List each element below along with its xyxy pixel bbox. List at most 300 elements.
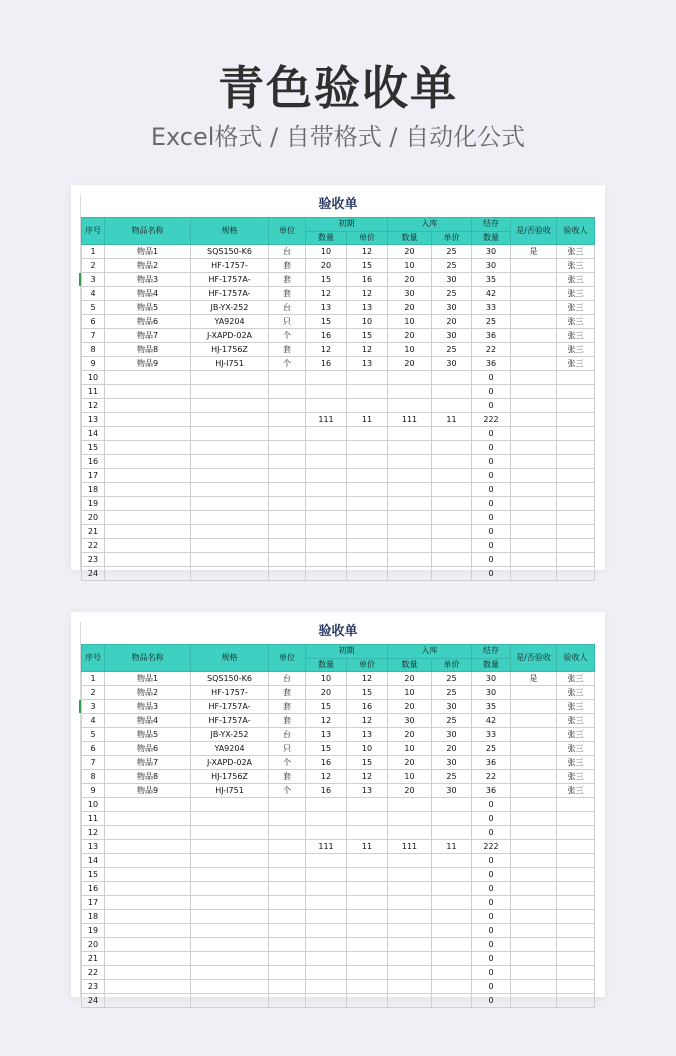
table-cell[interactable]: 19: [82, 497, 105, 511]
table-cell[interactable]: [511, 966, 557, 980]
table-cell[interactable]: HF-1757A-: [191, 273, 269, 287]
table-cell[interactable]: [388, 371, 432, 385]
table-cell[interactable]: 0: [472, 539, 511, 553]
table-cell[interactable]: 111: [306, 413, 347, 427]
table-cell[interactable]: [347, 868, 388, 882]
table-cell[interactable]: [511, 427, 557, 441]
table-cell[interactable]: [306, 910, 347, 924]
table-cell[interactable]: [557, 896, 595, 910]
table-cell[interactable]: [511, 259, 557, 273]
table-cell[interactable]: [306, 882, 347, 896]
table-cell[interactable]: SQS150-K6: [191, 245, 269, 259]
table-cell[interactable]: [306, 798, 347, 812]
table-cell[interactable]: 0: [472, 980, 511, 994]
table-cell[interactable]: [191, 539, 269, 553]
table-cell[interactable]: 张三: [557, 315, 595, 329]
table-cell[interactable]: [191, 553, 269, 567]
table-cell[interactable]: 12: [347, 714, 388, 728]
table-cell[interactable]: HJ-1756Z: [191, 770, 269, 784]
table-cell[interactable]: [557, 455, 595, 469]
table-cell[interactable]: [557, 882, 595, 896]
table-cell[interactable]: [347, 371, 388, 385]
table-cell[interactable]: [191, 413, 269, 427]
table-cell[interactable]: [511, 924, 557, 938]
table-cell[interactable]: [388, 854, 432, 868]
table-cell[interactable]: [388, 441, 432, 455]
table-cell[interactable]: 25: [432, 714, 472, 728]
table-cell[interactable]: [557, 385, 595, 399]
table-cell[interactable]: [347, 896, 388, 910]
table-cell[interactable]: [105, 868, 191, 882]
table-cell[interactable]: 11: [347, 413, 388, 427]
table-cell[interactable]: [191, 924, 269, 938]
table-cell[interactable]: [511, 728, 557, 742]
table-cell[interactable]: 30: [432, 273, 472, 287]
table-cell[interactable]: [347, 798, 388, 812]
table-cell[interactable]: 7: [82, 756, 105, 770]
table-cell[interactable]: [557, 980, 595, 994]
table-cell[interactable]: 0: [472, 952, 511, 966]
table-cell[interactable]: [191, 966, 269, 980]
table-cell[interactable]: 12: [347, 672, 388, 686]
table-cell[interactable]: 35: [472, 273, 511, 287]
table-cell[interactable]: 18: [82, 483, 105, 497]
table-cell[interactable]: [432, 483, 472, 497]
table-cell[interactable]: [347, 511, 388, 525]
table-cell[interactable]: [191, 896, 269, 910]
table-cell[interactable]: 个: [269, 357, 306, 371]
table-cell[interactable]: 0: [472, 812, 511, 826]
table-cell[interactable]: [511, 812, 557, 826]
table-cell[interactable]: 物品2: [105, 259, 191, 273]
table-cell[interactable]: [557, 798, 595, 812]
table-cell[interactable]: [557, 966, 595, 980]
table-cell[interactable]: 36: [472, 784, 511, 798]
table-cell[interactable]: [347, 812, 388, 826]
table-cell[interactable]: 台: [269, 245, 306, 259]
table-cell[interactable]: 2: [82, 259, 105, 273]
table-cell[interactable]: [105, 896, 191, 910]
table-cell[interactable]: 13: [347, 301, 388, 315]
table-cell[interactable]: 套: [269, 770, 306, 784]
table-cell[interactable]: [105, 483, 191, 497]
table-cell[interactable]: 111: [306, 840, 347, 854]
table-cell[interactable]: [511, 686, 557, 700]
table-cell[interactable]: [511, 371, 557, 385]
table-cell[interactable]: 0: [472, 826, 511, 840]
table-cell[interactable]: 套: [269, 287, 306, 301]
table-cell[interactable]: 物品5: [105, 728, 191, 742]
table-cell[interactable]: 10: [347, 315, 388, 329]
table-cell[interactable]: 0: [472, 910, 511, 924]
table-cell[interactable]: [306, 469, 347, 483]
table-cell[interactable]: JB-YX-252: [191, 728, 269, 742]
table-cell[interactable]: 物品4: [105, 714, 191, 728]
table-cell[interactable]: [388, 483, 432, 497]
table-cell[interactable]: [511, 952, 557, 966]
table-cell[interactable]: [388, 812, 432, 826]
table-cell[interactable]: [388, 469, 432, 483]
table-cell[interactable]: [511, 784, 557, 798]
table-cell[interactable]: [105, 882, 191, 896]
table-cell[interactable]: [191, 497, 269, 511]
table-cell[interactable]: [388, 427, 432, 441]
table-cell[interactable]: [511, 910, 557, 924]
table-cell[interactable]: 套: [269, 700, 306, 714]
table-cell[interactable]: [511, 567, 557, 581]
table-cell[interactable]: [432, 455, 472, 469]
table-cell[interactable]: [432, 812, 472, 826]
table-cell[interactable]: [511, 455, 557, 469]
table-cell[interactable]: 20: [306, 259, 347, 273]
table-cell[interactable]: 111: [388, 840, 432, 854]
table-cell[interactable]: 13: [347, 728, 388, 742]
table-cell[interactable]: 0: [472, 966, 511, 980]
table-cell[interactable]: [347, 497, 388, 511]
table-cell[interactable]: [511, 994, 557, 1008]
table-cell[interactable]: 12: [347, 287, 388, 301]
table-cell[interactable]: [388, 553, 432, 567]
table-cell[interactable]: 套: [269, 686, 306, 700]
table-cell[interactable]: [432, 539, 472, 553]
table-cell[interactable]: [269, 798, 306, 812]
table-cell[interactable]: 14: [82, 854, 105, 868]
table-cell[interactable]: 30: [432, 756, 472, 770]
table-cell[interactable]: 36: [472, 756, 511, 770]
table-cell[interactable]: YA9204: [191, 742, 269, 756]
table-cell[interactable]: [511, 700, 557, 714]
table-cell[interactable]: [105, 924, 191, 938]
table-cell[interactable]: 23: [82, 553, 105, 567]
table-cell[interactable]: 是: [511, 672, 557, 686]
table-cell[interactable]: [347, 924, 388, 938]
table-cell[interactable]: [388, 980, 432, 994]
table-cell[interactable]: [105, 952, 191, 966]
table-cell[interactable]: [511, 770, 557, 784]
table-cell[interactable]: 0: [472, 896, 511, 910]
table-cell[interactable]: [388, 539, 432, 553]
table-cell[interactable]: [306, 399, 347, 413]
table-cell[interactable]: [191, 399, 269, 413]
table-cell[interactable]: [388, 966, 432, 980]
table-cell[interactable]: 张三: [557, 756, 595, 770]
table-cell[interactable]: [347, 455, 388, 469]
table-cell[interactable]: 15: [347, 686, 388, 700]
table-cell[interactable]: [191, 385, 269, 399]
table-cell[interactable]: [269, 924, 306, 938]
table-cell[interactable]: 物品9: [105, 357, 191, 371]
table-cell[interactable]: 0: [472, 399, 511, 413]
table-cell[interactable]: [432, 385, 472, 399]
table-cell[interactable]: [557, 910, 595, 924]
table-cell[interactable]: 物品6: [105, 315, 191, 329]
table-cell[interactable]: [105, 854, 191, 868]
table-cell[interactable]: [432, 371, 472, 385]
table-cell[interactable]: [306, 924, 347, 938]
table-cell[interactable]: 张三: [557, 357, 595, 371]
table-cell[interactable]: 3: [82, 273, 105, 287]
table-cell[interactable]: 42: [472, 287, 511, 301]
table-cell[interactable]: 15: [347, 329, 388, 343]
table-cell[interactable]: [347, 966, 388, 980]
table-cell[interactable]: HF-1757A-: [191, 287, 269, 301]
table-cell[interactable]: 物品8: [105, 770, 191, 784]
table-cell[interactable]: [105, 938, 191, 952]
table-cell[interactable]: 0: [472, 455, 511, 469]
table-cell[interactable]: HF-1757-: [191, 686, 269, 700]
table-cell[interactable]: [269, 952, 306, 966]
table-cell[interactable]: [511, 385, 557, 399]
table-cell[interactable]: [269, 980, 306, 994]
table-cell[interactable]: [306, 511, 347, 525]
table-cell[interactable]: SQS150-K6: [191, 672, 269, 686]
table-cell[interactable]: 12: [306, 287, 347, 301]
table-cell[interactable]: [191, 567, 269, 581]
table-cell[interactable]: HJ-I751: [191, 784, 269, 798]
table-cell[interactable]: 11: [432, 840, 472, 854]
table-cell[interactable]: [347, 385, 388, 399]
table-cell[interactable]: 物品7: [105, 329, 191, 343]
table-cell[interactable]: 12: [347, 343, 388, 357]
table-cell[interactable]: 12: [306, 343, 347, 357]
table-cell[interactable]: [557, 826, 595, 840]
table-cell[interactable]: [306, 455, 347, 469]
table-cell[interactable]: 30: [472, 259, 511, 273]
table-cell[interactable]: JB-YX-252: [191, 301, 269, 315]
table-cell[interactable]: [511, 483, 557, 497]
table-cell[interactable]: 18: [82, 910, 105, 924]
table-cell[interactable]: 物品9: [105, 784, 191, 798]
table-cell[interactable]: 0: [472, 854, 511, 868]
table-cell[interactable]: [269, 896, 306, 910]
table-cell[interactable]: 0: [472, 469, 511, 483]
table-cell[interactable]: [511, 343, 557, 357]
table-cell[interactable]: [511, 329, 557, 343]
table-cell[interactable]: YA9204: [191, 315, 269, 329]
table-cell[interactable]: [432, 553, 472, 567]
table-cell[interactable]: [191, 980, 269, 994]
table-cell[interactable]: [557, 483, 595, 497]
table-cell[interactable]: 12: [306, 770, 347, 784]
table-cell[interactable]: [269, 553, 306, 567]
table-cell[interactable]: [432, 952, 472, 966]
table-cell[interactable]: [432, 868, 472, 882]
table-cell[interactable]: 20: [388, 784, 432, 798]
table-cell[interactable]: [105, 441, 191, 455]
table-cell[interactable]: [557, 952, 595, 966]
table-cell[interactable]: 19: [82, 924, 105, 938]
table-cell[interactable]: 20: [388, 700, 432, 714]
table-cell[interactable]: 10: [388, 742, 432, 756]
table-cell[interactable]: [511, 840, 557, 854]
table-cell[interactable]: [511, 357, 557, 371]
table-cell[interactable]: [306, 525, 347, 539]
table-cell[interactable]: 套: [269, 259, 306, 273]
table-cell[interactable]: [191, 525, 269, 539]
table-cell[interactable]: [557, 812, 595, 826]
table-cell[interactable]: 12: [347, 245, 388, 259]
table-cell[interactable]: [432, 441, 472, 455]
table-cell[interactable]: [347, 483, 388, 497]
table-cell[interactable]: 6: [82, 742, 105, 756]
table-cell[interactable]: 2: [82, 686, 105, 700]
table-cell[interactable]: [269, 469, 306, 483]
table-cell[interactable]: 张三: [557, 329, 595, 343]
table-cell[interactable]: [306, 371, 347, 385]
table-cell[interactable]: 16: [306, 357, 347, 371]
table-cell[interactable]: [388, 868, 432, 882]
table-cell[interactable]: [191, 868, 269, 882]
table-cell[interactable]: [557, 539, 595, 553]
table-cell[interactable]: 10: [388, 315, 432, 329]
table-cell[interactable]: 5: [82, 728, 105, 742]
table-cell[interactable]: 12: [306, 714, 347, 728]
table-cell[interactable]: [557, 924, 595, 938]
table-cell[interactable]: 物品5: [105, 301, 191, 315]
table-cell[interactable]: [511, 273, 557, 287]
table-cell[interactable]: [557, 371, 595, 385]
table-cell[interactable]: [557, 868, 595, 882]
table-cell[interactable]: [347, 469, 388, 483]
table-cell[interactable]: [511, 742, 557, 756]
table-cell[interactable]: [557, 399, 595, 413]
table-cell[interactable]: 35: [472, 700, 511, 714]
table-cell[interactable]: 10: [306, 672, 347, 686]
table-cell[interactable]: 7: [82, 329, 105, 343]
table-cell[interactable]: [105, 840, 191, 854]
table-cell[interactable]: [191, 427, 269, 441]
table-cell[interactable]: [432, 994, 472, 1008]
table-cell[interactable]: [432, 427, 472, 441]
table-cell[interactable]: 张三: [557, 245, 595, 259]
table-cell[interactable]: 9: [82, 357, 105, 371]
table-cell[interactable]: [269, 413, 306, 427]
table-cell[interactable]: 25: [432, 259, 472, 273]
table-cell[interactable]: 222: [472, 840, 511, 854]
table-cell[interactable]: [105, 427, 191, 441]
table-cell[interactable]: 台: [269, 672, 306, 686]
table-cell[interactable]: 9: [82, 784, 105, 798]
table-cell[interactable]: [306, 441, 347, 455]
table-cell[interactable]: [388, 896, 432, 910]
table-cell[interactable]: 42: [472, 714, 511, 728]
table-cell[interactable]: [511, 301, 557, 315]
table-cell[interactable]: 16: [347, 700, 388, 714]
table-cell[interactable]: [306, 966, 347, 980]
table-cell[interactable]: [105, 525, 191, 539]
table-cell[interactable]: 10: [306, 245, 347, 259]
table-cell[interactable]: 0: [472, 882, 511, 896]
table-cell[interactable]: 0: [472, 798, 511, 812]
table-cell[interactable]: 张三: [557, 700, 595, 714]
table-cell[interactable]: [557, 854, 595, 868]
table-cell[interactable]: [269, 854, 306, 868]
table-cell[interactable]: [191, 854, 269, 868]
table-cell[interactable]: [191, 483, 269, 497]
table-cell[interactable]: 11: [82, 812, 105, 826]
table-cell[interactable]: [557, 427, 595, 441]
table-cell[interactable]: [269, 385, 306, 399]
table-cell[interactable]: 张三: [557, 728, 595, 742]
table-cell[interactable]: 张三: [557, 742, 595, 756]
table-cell[interactable]: 物品2: [105, 686, 191, 700]
table-cell[interactable]: [511, 399, 557, 413]
table-cell[interactable]: [388, 826, 432, 840]
table-cell[interactable]: [432, 938, 472, 952]
table-cell[interactable]: 15: [347, 756, 388, 770]
table-cell[interactable]: 13: [347, 784, 388, 798]
table-cell[interactable]: [347, 539, 388, 553]
table-cell[interactable]: 0: [472, 385, 511, 399]
table-cell[interactable]: 24: [82, 994, 105, 1008]
table-cell[interactable]: [306, 980, 347, 994]
table-cell[interactable]: 张三: [557, 770, 595, 784]
table-cell[interactable]: [347, 553, 388, 567]
table-cell[interactable]: [557, 553, 595, 567]
table-cell[interactable]: 30: [472, 245, 511, 259]
table-cell[interactable]: [557, 441, 595, 455]
table-cell[interactable]: [388, 924, 432, 938]
table-cell[interactable]: 张三: [557, 259, 595, 273]
table-cell[interactable]: [191, 994, 269, 1008]
table-cell[interactable]: [388, 455, 432, 469]
table-cell[interactable]: [191, 441, 269, 455]
table-cell[interactable]: 4: [82, 287, 105, 301]
table-cell[interactable]: [306, 539, 347, 553]
table-cell[interactable]: [347, 427, 388, 441]
table-cell[interactable]: [306, 497, 347, 511]
table-cell[interactable]: 36: [472, 357, 511, 371]
table-cell[interactable]: [557, 525, 595, 539]
table-cell[interactable]: 4: [82, 714, 105, 728]
table-cell[interactable]: 15: [306, 742, 347, 756]
table-cell[interactable]: 1: [82, 245, 105, 259]
table-cell[interactable]: 张三: [557, 273, 595, 287]
table-cell[interactable]: 10: [388, 770, 432, 784]
table-cell[interactable]: [347, 399, 388, 413]
table-cell[interactable]: [306, 994, 347, 1008]
table-cell[interactable]: 16: [306, 784, 347, 798]
table-cell[interactable]: [511, 525, 557, 539]
table-cell[interactable]: [306, 938, 347, 952]
table-cell[interactable]: 物品6: [105, 742, 191, 756]
table-cell[interactable]: HJ-I751: [191, 357, 269, 371]
table-cell[interactable]: [269, 826, 306, 840]
table-cell[interactable]: [191, 840, 269, 854]
table-cell[interactable]: [105, 455, 191, 469]
table-cell[interactable]: [191, 812, 269, 826]
table-cell[interactable]: [269, 938, 306, 952]
table-cell[interactable]: [388, 994, 432, 1008]
table-cell[interactable]: 10: [347, 742, 388, 756]
table-cell[interactable]: 17: [82, 469, 105, 483]
table-cell[interactable]: [511, 882, 557, 896]
table-cell[interactable]: 25: [472, 315, 511, 329]
table-cell[interactable]: 30: [472, 686, 511, 700]
table-cell[interactable]: [191, 798, 269, 812]
table-cell[interactable]: [105, 539, 191, 553]
table-cell[interactable]: [511, 798, 557, 812]
table-cell[interactable]: 20: [432, 315, 472, 329]
table-cell[interactable]: [511, 896, 557, 910]
table-cell[interactable]: 20: [388, 273, 432, 287]
table-cell[interactable]: [306, 483, 347, 497]
table-cell[interactable]: [269, 455, 306, 469]
table-cell[interactable]: [432, 966, 472, 980]
table-cell[interactable]: [347, 567, 388, 581]
table-cell[interactable]: 10: [82, 798, 105, 812]
table-cell[interactable]: 13: [306, 301, 347, 315]
